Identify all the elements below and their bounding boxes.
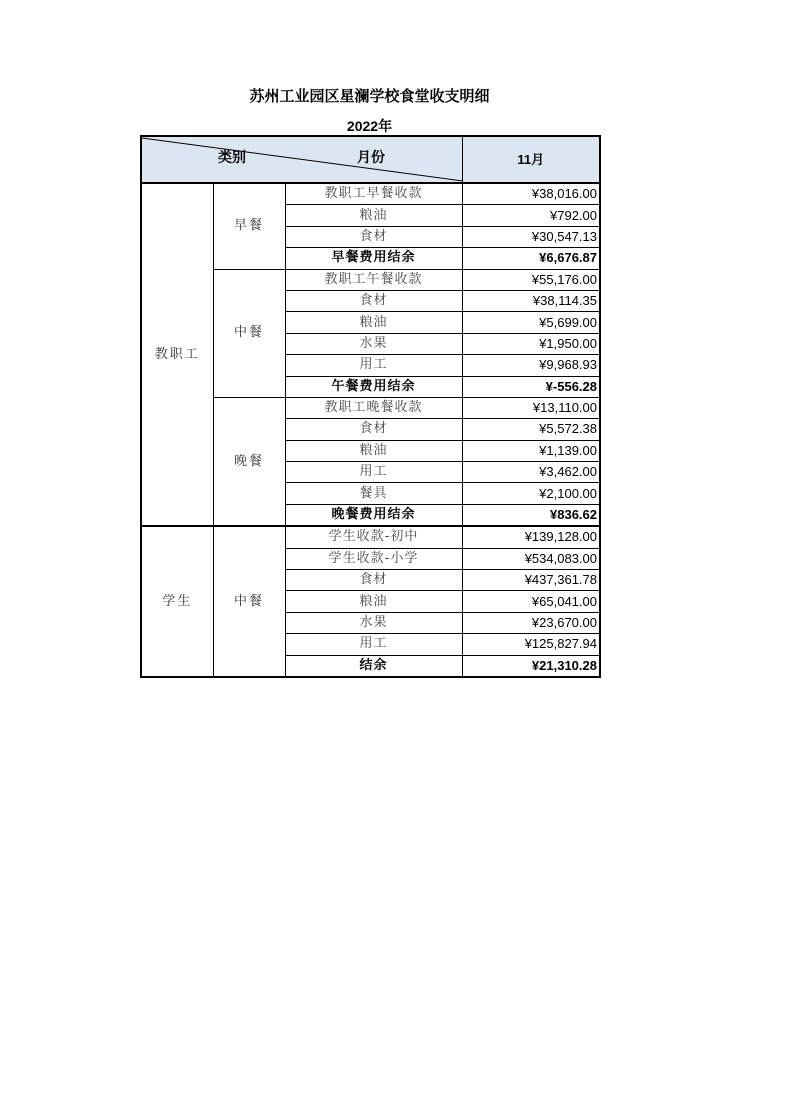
header-row (141, 136, 600, 183)
item-label: 食材 (285, 226, 462, 247)
meal-breakfast-label: 早餐 (213, 183, 285, 269)
item-label: 用工 (285, 462, 462, 483)
header-category-label: 类别 (218, 150, 246, 166)
amount-value: ¥139,128.00 (462, 526, 600, 548)
amount-value: ¥65,041.00 (462, 591, 600, 612)
amount-value: ¥38,016.00 (462, 183, 600, 205)
amount-value: ¥5,699.00 (462, 312, 600, 333)
item-label: 食材 (285, 570, 462, 591)
amount-value: ¥125,827.94 (462, 634, 600, 655)
amount-value: ¥38,114.35 (462, 290, 600, 311)
ledger-table (140, 135, 601, 678)
subtotal-label: 午餐费用结余 (285, 376, 462, 397)
item-label: 粮油 (285, 591, 462, 612)
item-label: 餐具 (285, 483, 462, 504)
amount-value: ¥30,547.13 (462, 226, 600, 247)
total-label: 结余 (285, 655, 462, 677)
amount-value: ¥55,176.00 (462, 269, 600, 290)
item-label: 食材 (285, 290, 462, 311)
item-label: 食材 (285, 419, 462, 440)
subtotal-label: 早餐费用结余 (285, 248, 462, 269)
item-label: 教职工午餐收款 (285, 269, 462, 290)
amount-value: ¥3,462.00 (462, 462, 600, 483)
amount-value: ¥5,572.38 (462, 419, 600, 440)
meal-dinner-label: 晚餐 (213, 397, 285, 526)
year-label: 2022年 (346, 118, 393, 134)
subtotal-value: ¥836.62 (462, 504, 600, 526)
header-month-value: 11月 (462, 136, 600, 183)
amount-value: ¥13,110.00 (462, 397, 600, 418)
table-row (141, 526, 600, 548)
item-label: 教职工晚餐收款 (285, 397, 462, 418)
item-label: 学生收款-初中 (285, 526, 462, 548)
amount-value: ¥2,100.00 (462, 483, 600, 504)
item-label: 水果 (285, 612, 462, 633)
meal-student-lunch-label: 中餐 (213, 526, 285, 677)
item-label: 教职工早餐收款 (285, 183, 462, 205)
subtotal-label: 晚餐费用结余 (285, 504, 462, 526)
item-label: 用工 (285, 355, 462, 376)
header-category-month-cell (141, 136, 462, 183)
amount-value: ¥792.00 (462, 205, 600, 226)
group-student-label: 学生 (141, 526, 213, 677)
total-value: ¥21,310.28 (462, 655, 600, 677)
item-label: 水果 (285, 333, 462, 354)
header-month-label: 月份 (357, 150, 385, 166)
amount-value: ¥23,670.00 (462, 612, 600, 633)
amount-value: ¥1,950.00 (462, 333, 600, 354)
subtotal-value: ¥6,676.87 (462, 248, 600, 269)
amount-value: ¥9,968.93 (462, 355, 600, 376)
amount-value: ¥534,083.00 (462, 548, 600, 569)
subtotal-value: ¥-556.28 (462, 376, 600, 397)
table-row (141, 183, 600, 205)
group-staff-label: 教职工 (141, 183, 213, 526)
item-label: 用工 (285, 634, 462, 655)
meal-lunch-label: 中餐 (213, 269, 285, 397)
diagonal-divider (142, 137, 462, 182)
item-label: 粮油 (285, 440, 462, 461)
item-label: 粮油 (285, 312, 462, 333)
item-label: 粮油 (285, 205, 462, 226)
item-label: 学生收款-小学 (285, 548, 462, 569)
amount-value: ¥1,139.00 (462, 440, 600, 461)
amount-value: ¥437,361.78 (462, 570, 600, 591)
page-title: 苏州工业园区星澜学校食堂收支明细 (249, 87, 490, 105)
